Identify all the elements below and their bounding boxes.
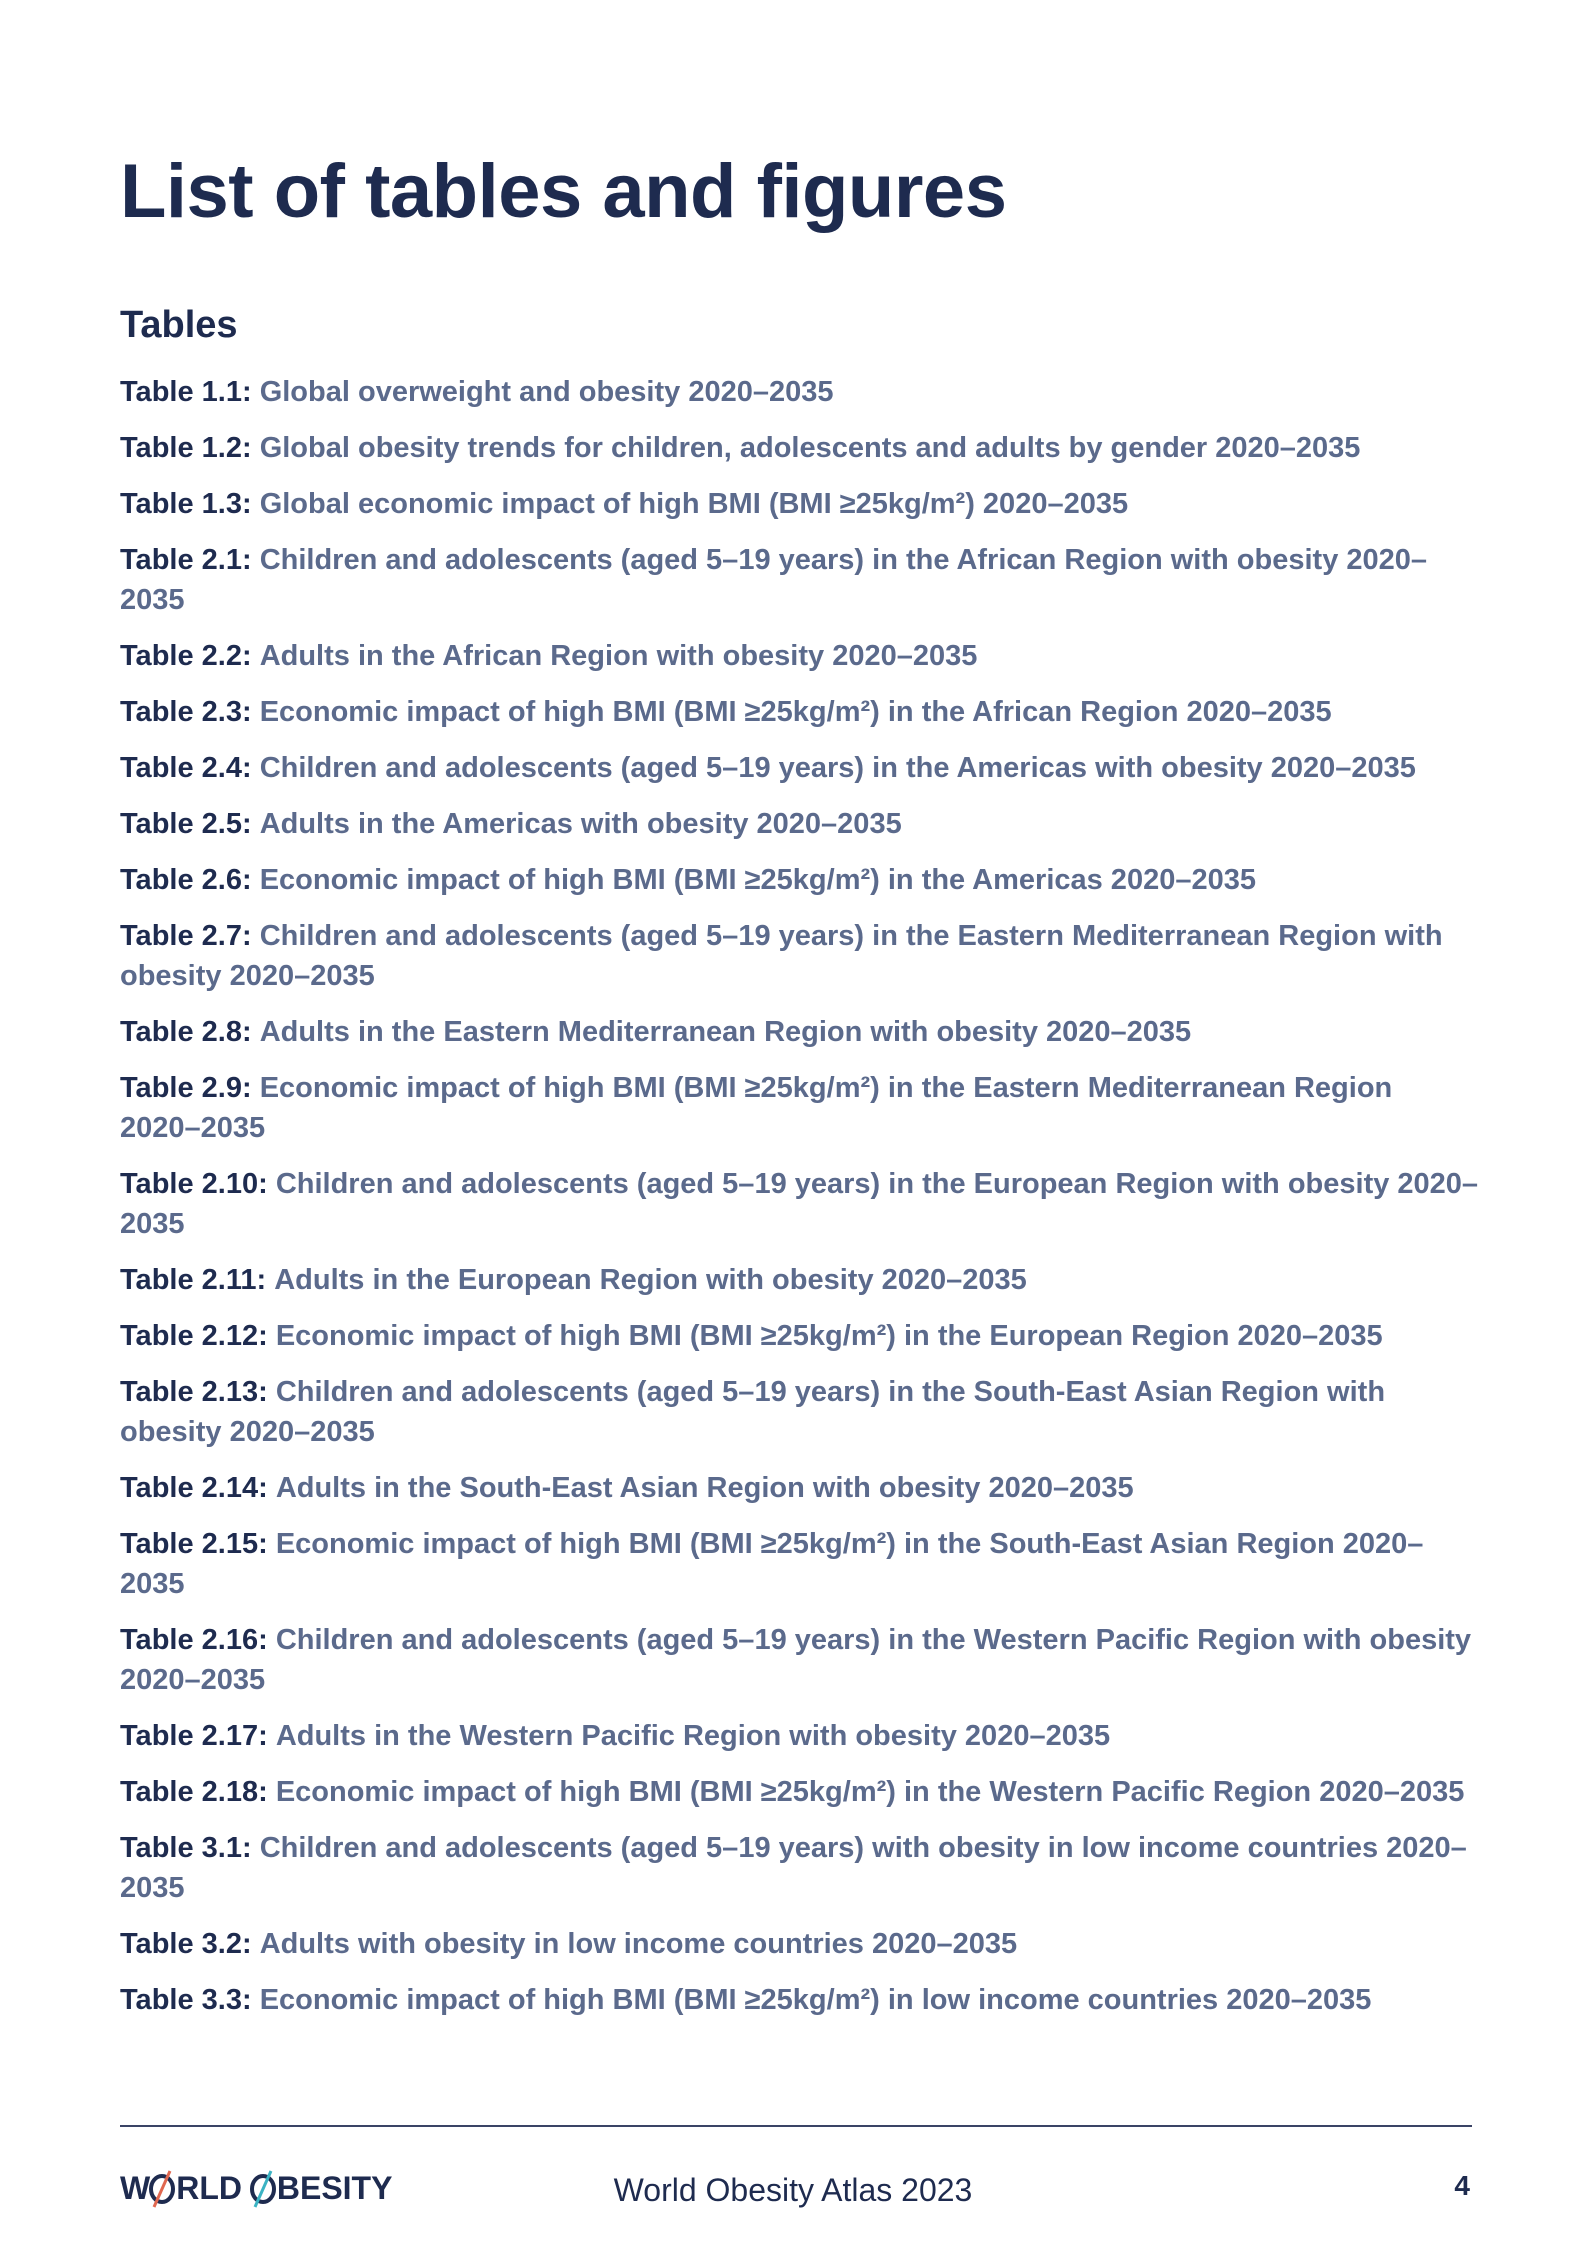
table-title: Adults in the Americas with obesity 2020–2035 bbox=[259, 808, 902, 840]
table-list-item[interactable] bbox=[120, 1372, 1480, 1452]
table-title: Economic impact of high BMI (BMI ≥25kg/m²) in the European Region 2020–2035 bbox=[275, 1320, 1383, 1352]
table-list-item[interactable] bbox=[120, 1620, 1480, 1700]
footer-divider bbox=[120, 2125, 1472, 2127]
table-list-item[interactable] bbox=[120, 1924, 1480, 1964]
table-number: Table 2.13: bbox=[120, 1376, 268, 1408]
table-number: Table 2.1: bbox=[120, 544, 252, 576]
logo-text-w: W bbox=[120, 2170, 151, 2206]
table-title: Adults in the African Region with obesity 2020–2035 bbox=[259, 640, 978, 672]
table-number: Table 2.11: bbox=[120, 1264, 267, 1296]
table-list-item[interactable] bbox=[120, 484, 1480, 524]
table-number: Table 2.3: bbox=[120, 696, 252, 728]
table-number: Table 3.3: bbox=[120, 1984, 252, 2016]
logo-text-besity: BESITY bbox=[276, 2170, 393, 2206]
table-title: Children and adolescents (aged 5–19 years) in the Eastern Mediterranean Region with obesity 2020–2035 bbox=[120, 920, 1443, 992]
table-list-item[interactable] bbox=[120, 1012, 1480, 1052]
table-number: Table 2.17: bbox=[120, 1720, 268, 1752]
table-list-item[interactable] bbox=[120, 1716, 1480, 1756]
tables-list bbox=[120, 372, 1480, 2036]
table-title: Children and adolescents (aged 5–19 years) in the Western Pacific Region with obesity 2020–2035 bbox=[120, 1624, 1472, 1696]
table-list-item[interactable] bbox=[120, 1164, 1480, 1244]
table-list-item[interactable] bbox=[120, 1468, 1480, 1508]
table-number: Table 2.16: bbox=[120, 1624, 268, 1656]
table-number: Table 2.6: bbox=[120, 864, 252, 896]
table-list-item[interactable] bbox=[120, 748, 1480, 788]
table-number: Table 2.4: bbox=[120, 752, 252, 784]
table-title: Adults in the South-East Asian Region with obesity 2020–2035 bbox=[275, 1472, 1134, 1504]
table-list-item[interactable] bbox=[120, 428, 1480, 468]
table-title: Economic impact of high BMI (BMI ≥25kg/m²) in the Americas 2020–2035 bbox=[259, 864, 1256, 896]
table-title: Economic impact of high BMI (BMI ≥25kg/m²) in the South-East Asian Region 2020–2035 bbox=[120, 1528, 1424, 1600]
table-list-item[interactable] bbox=[120, 916, 1480, 996]
table-title: Global obesity trends for children, adolescents and adults by gender 2020–2035 bbox=[259, 432, 1361, 464]
table-number: Table 1.2: bbox=[120, 432, 252, 464]
table-title: Economic impact of high BMI (BMI ≥25kg/m²) in the African Region 2020–2035 bbox=[259, 696, 1332, 728]
table-number: Table 2.18: bbox=[120, 1776, 268, 1808]
tables-section-heading: Tables bbox=[120, 304, 238, 346]
table-number: Table 3.1: bbox=[120, 1832, 252, 1864]
table-list-item[interactable] bbox=[120, 860, 1480, 900]
table-list-item[interactable] bbox=[120, 636, 1480, 676]
table-title: Adults with obesity in low income countries 2020–2035 bbox=[259, 1928, 1018, 1960]
table-number: Table 1.1: bbox=[120, 376, 252, 408]
table-list-item[interactable] bbox=[120, 1524, 1480, 1604]
logo-text-rld: RLD bbox=[176, 2170, 251, 2206]
page-title: List of tables and figures bbox=[120, 149, 1007, 234]
table-title: Adults in the Eastern Mediterranean Region with obesity 2020–2035 bbox=[259, 1016, 1192, 1048]
table-list-item[interactable] bbox=[120, 1980, 1480, 2020]
table-list-item[interactable] bbox=[120, 1772, 1480, 1812]
table-number: Table 2.7: bbox=[120, 920, 252, 952]
footer-publication-title: World Obesity Atlas 2023 bbox=[613, 2172, 973, 2208]
table-number: Table 3.2: bbox=[120, 1928, 252, 1960]
table-title: Global overweight and obesity 2020–2035 bbox=[259, 376, 834, 408]
table-title: Economic impact of high BMI (BMI ≥25kg/m²) in the Western Pacific Region 2020–2035 bbox=[275, 1776, 1465, 1808]
table-list-item[interactable] bbox=[120, 540, 1480, 620]
table-number: Table 2.2: bbox=[120, 640, 252, 672]
table-list-item[interactable] bbox=[120, 804, 1480, 844]
table-number: Table 1.3: bbox=[120, 488, 252, 520]
table-title: Global economic impact of high BMI (BMI ≥25kg/m²) 2020–2035 bbox=[259, 488, 1129, 520]
table-title: Children and adolescents (aged 5–19 years) with obesity in low income countries 2020–2035 bbox=[120, 1832, 1467, 1904]
table-title: Adults in the Western Pacific Region with obesity 2020–2035 bbox=[275, 1720, 1111, 1752]
table-title: Children and adolescents (aged 5–19 years) in the Americas with obesity 2020–2035 bbox=[259, 752, 1416, 784]
table-number: Table 2.14: bbox=[120, 1472, 268, 1504]
table-number: Table 2.10: bbox=[120, 1168, 268, 1200]
table-title: Children and adolescents (aged 5–19 years) in the South-East Asian Region with obesity 2020–2035 bbox=[120, 1376, 1386, 1448]
table-number: Table 2.12: bbox=[120, 1320, 268, 1352]
table-list-item[interactable] bbox=[120, 1260, 1480, 1300]
table-list-item[interactable] bbox=[120, 372, 1480, 412]
table-title: Economic impact of high BMI (BMI ≥25kg/m²) in the Eastern Mediterranean Region 2020–2035 bbox=[120, 1072, 1393, 1144]
table-title: Children and adolescents (aged 5–19 years) in the African Region with obesity 2020–2035 bbox=[120, 544, 1428, 616]
table-title: Children and adolescents (aged 5–19 years) in the European Region with obesity 2020–2035 bbox=[120, 1168, 1479, 1240]
table-number: Table 2.9: bbox=[120, 1072, 252, 1104]
table-title: Economic impact of high BMI (BMI ≥25kg/m²) in low income countries 2020–2035 bbox=[259, 1984, 1372, 2016]
page-number: 4 bbox=[1454, 2170, 1470, 2201]
table-list-item[interactable] bbox=[120, 1828, 1480, 1908]
table-title: Adults in the European Region with obesity 2020–2035 bbox=[274, 1264, 1027, 1296]
table-number: Table 2.15: bbox=[120, 1528, 268, 1560]
table-number: Table 2.5: bbox=[120, 808, 252, 840]
table-list-item[interactable] bbox=[120, 1068, 1480, 1148]
table-number: Table 2.8: bbox=[120, 1016, 252, 1048]
table-list-item[interactable] bbox=[120, 1316, 1480, 1356]
table-list-item[interactable] bbox=[120, 692, 1480, 732]
